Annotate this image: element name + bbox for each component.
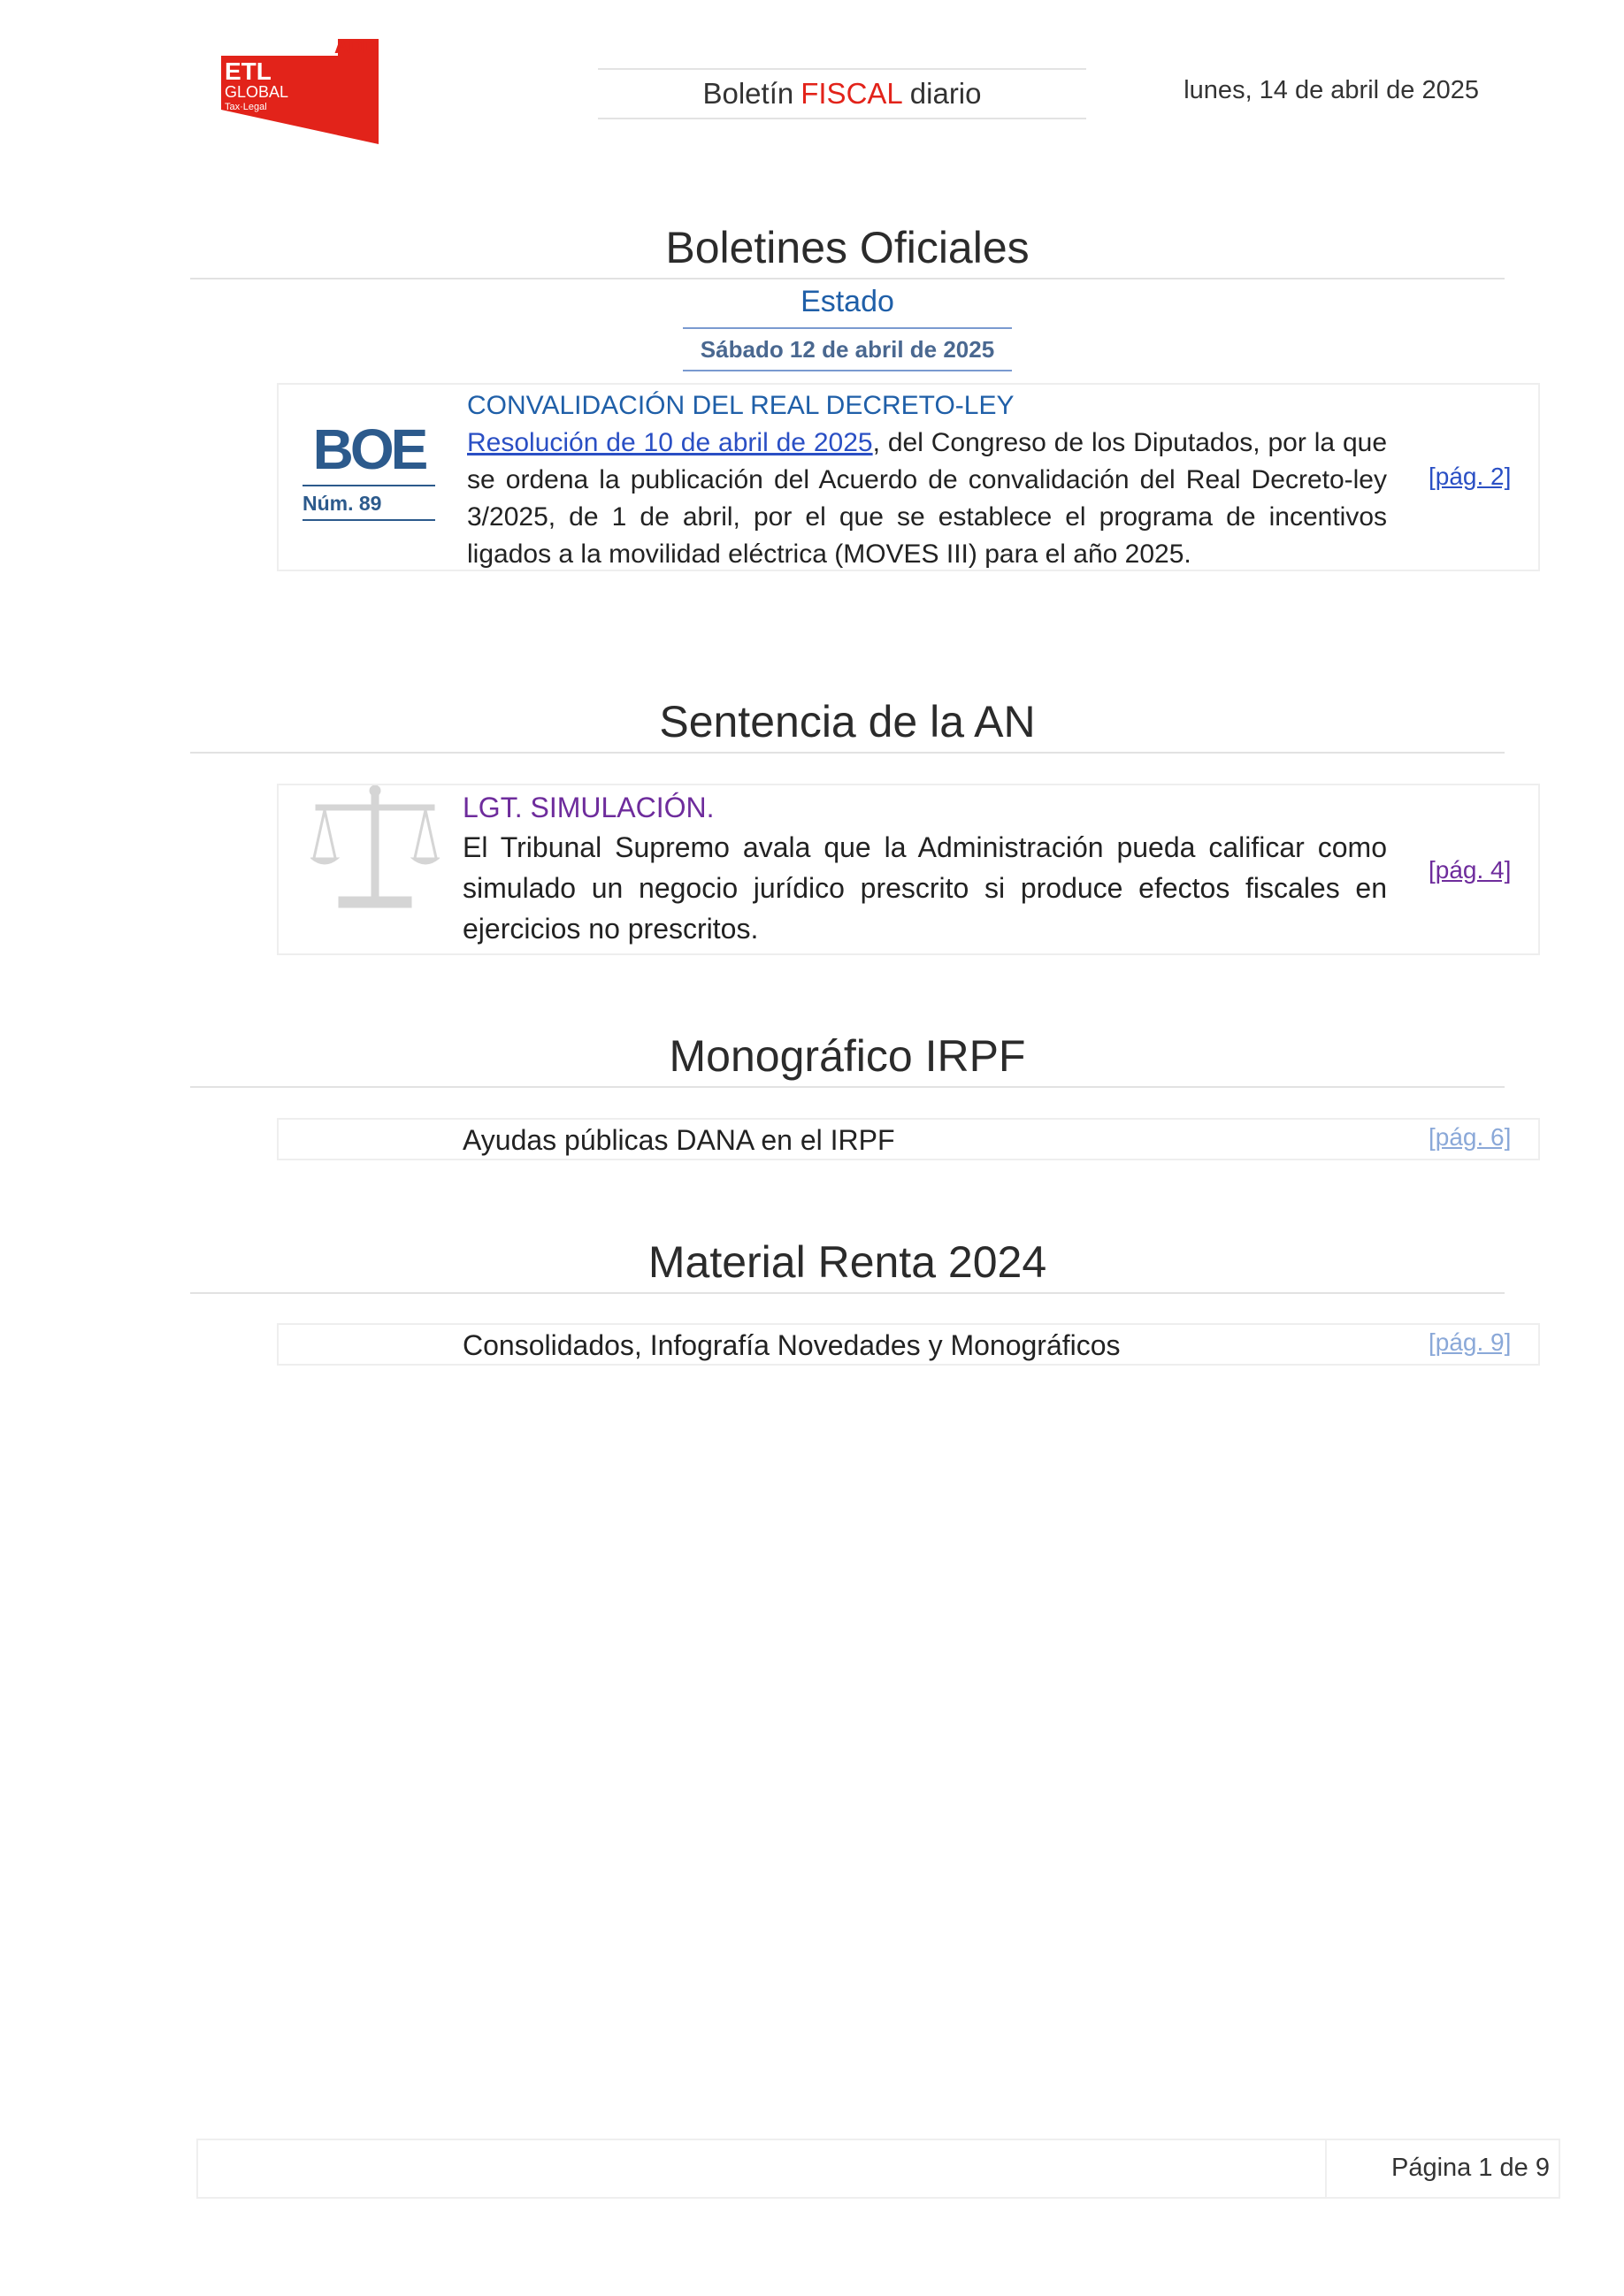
page-link-6[interactable]: [pág. 6]: [1429, 1123, 1512, 1151]
entry-text: El Tribunal Supremo avala que la Administración pueda calificar como simulado un negocio jurídico prescrito si produce efectos fiscales en ejercicios no prescritos.: [463, 831, 1387, 945]
title-suffix: diario: [909, 77, 982, 110]
section-title-boletines: Boletines Oficiales: [190, 221, 1505, 279]
section-subtitle-estado: Estado: [683, 281, 1012, 329]
boe-entry: [277, 383, 1540, 571]
material-entry: [277, 1323, 1540, 1366]
svg-text:Tax·Legal: Tax·Legal: [225, 102, 267, 112]
page-link-9[interactable]: [pág. 9]: [1429, 1328, 1512, 1356]
scales-icon: [310, 785, 440, 918]
svg-text:ADD: ADD: [334, 35, 377, 57]
section-title-sentencia: Sentencia de la AN: [190, 695, 1505, 754]
bulletin-date: Sábado 12 de abril de 2025: [683, 331, 1012, 371]
entry-description: , del Congreso de los Diputados, por la que se ordena la publicación del Acuerdo de convalidación del Real Decreto-ley 3/2025, de 1 de abril, por el que se establece el programa de incentivos ligados a la movilidad eléctrica (MOVES III) para el año 2025.: [467, 428, 1387, 569]
section-title-material: Material Renta 2024: [190, 1236, 1505, 1294]
entry-text: [467, 425, 1387, 573]
page-link-4[interactable]: [pág. 4]: [1429, 856, 1512, 884]
boe-logo-icon: [303, 420, 435, 475]
page-number: Página 1 de 9: [1391, 2154, 1550, 2182]
bulletin-title: [598, 68, 1086, 119]
svg-text:BOE: BOE: [312, 420, 425, 475]
page-link-2[interactable]: [pág. 2]: [1429, 463, 1512, 490]
title-accent: FISCAL: [801, 77, 903, 110]
boe-logo: [303, 420, 435, 521]
entry-kicker: CONVALIDACIÓN DEL REAL DECRETO-LEY: [467, 391, 1015, 420]
title-prefix: Boletín: [702, 77, 794, 110]
boe-number: Núm. 89: [303, 492, 382, 515]
section-title-monografico: Monográfico IRPF: [190, 1029, 1505, 1088]
svg-text:ETL: ETL: [225, 57, 272, 85]
resolution-link[interactable]: Resolución de 10 de abril de 2025: [467, 428, 873, 457]
entry-text: Ayudas públicas DANA en el IRPF: [463, 1124, 895, 1156]
entry-text: Consolidados, Infografía Novedades y Monográficos: [463, 1329, 1121, 1361]
entry-kicker: LGT. SIMULACIÓN.: [463, 792, 715, 823]
svg-text:GLOBAL: GLOBAL: [225, 83, 289, 101]
monografico-entry: [277, 1118, 1540, 1160]
header-date: lunes, 14 de abril de 2025: [1184, 76, 1479, 104]
etl-global-logo: [221, 34, 380, 144]
sentencia-entry: [277, 784, 1540, 955]
